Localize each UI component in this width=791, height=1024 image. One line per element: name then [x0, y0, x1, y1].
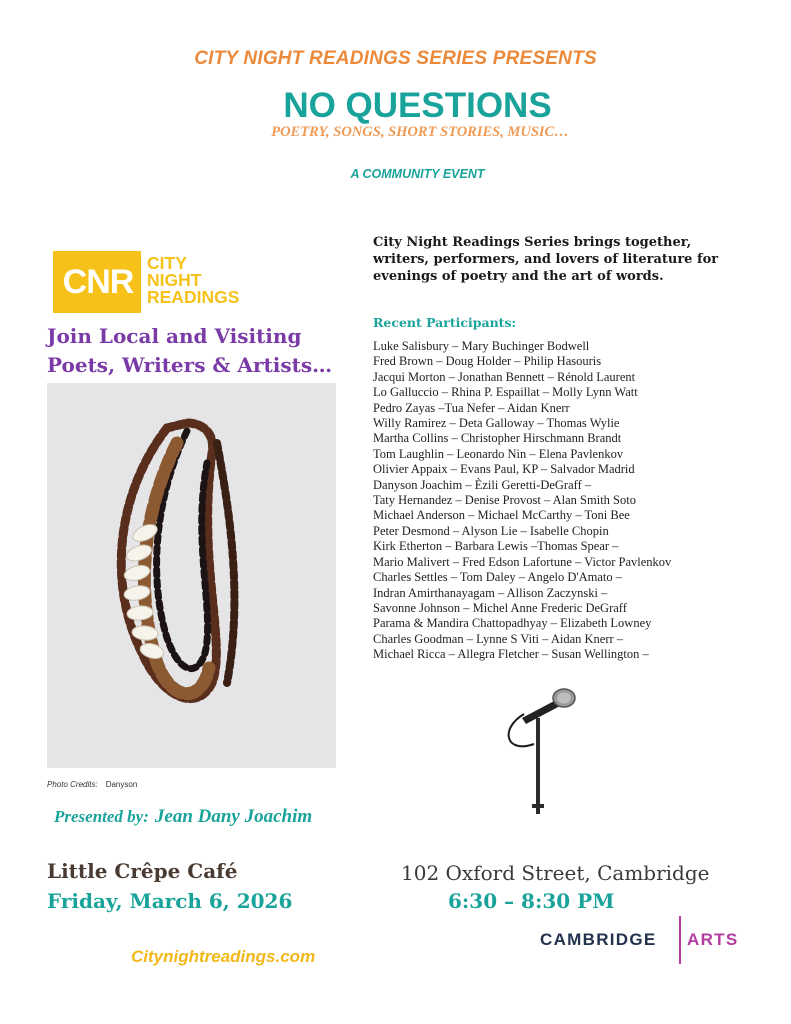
community-event-label: A COMMUNITY EVENT — [350, 167, 485, 181]
participant-line: Jacqui Morton – Jonathan Bennett – Rénold Laurent — [373, 369, 636, 384]
presented-by — [54, 806, 312, 828]
recent-participants-label: Recent Participants: — [373, 315, 517, 330]
photo-credit-name: Danyson — [105, 780, 138, 789]
participant-line: Charles Settles – Tom Daley – Angelo D'Amato – — [373, 570, 623, 585]
photo-credit — [47, 780, 137, 789]
cnr-logo-wordmark — [147, 255, 239, 306]
cnr-logo — [53, 251, 258, 313]
microphone-illustration — [494, 684, 584, 814]
participant-line: Fred Brown – Doug Holder – Philip Hasouris — [373, 354, 602, 369]
participant-line: Tom Laughlin – Leonardo Nin – Elena Pavlenkov — [373, 446, 624, 461]
participant-line: Indran Amirthanayagam – Allison Zaczynski – — [373, 585, 608, 600]
cnr-logo-word-night: NIGHT — [147, 270, 202, 290]
participant-line: Kirk Etherton – Barbara Lewis –Thomas Spear – — [373, 539, 619, 554]
participants-list — [373, 339, 773, 663]
cambridge-arts-logo-divider — [679, 916, 681, 964]
participant-line: Peter Desmond – Alyson Lie – Isabelle Chopin — [373, 523, 609, 538]
series-intro: City Night Readings Series brings together, writers, performers, and lovers of literature for evenings of poetry and the art of words. — [373, 235, 719, 284]
join-line-2: Poets, Writers & Artists… — [47, 353, 333, 377]
series-presents-heading: CITY NIGHT READINGS SERIES PRESENTS — [194, 48, 597, 69]
join-line-1: Join Local and Visiting — [47, 324, 302, 348]
cambridge-arts-logo-left: CAMBRIDGE — [540, 930, 657, 949]
join-headline — [47, 322, 347, 380]
participant-line: Michael Ricca – Allegra Fletcher – Susan Wellington – — [373, 647, 649, 662]
participant-line: Luke Salisbury – Mary Buchinger Bodwell — [373, 339, 590, 353]
venue-address: 102 Oxford Street, Cambridge — [401, 861, 710, 885]
participant-line: Martha Collins – Christopher Hirschmann Brandt — [373, 431, 622, 446]
presented-by-label: Presented by: — [54, 807, 149, 826]
participant-line: Savonne Johnson – Michel Anne Frederic DeGraff — [373, 600, 627, 615]
microphone-icon — [494, 684, 584, 814]
presenter-name: Jean Dany Joachim — [154, 806, 313, 827]
participant-line: Olivier Appaix – Evans Paul, KP – Salvador Madrid — [373, 462, 635, 477]
cambridge-arts-logo-right: ARTS — [687, 930, 739, 949]
participant-line: Mario Malivert – Fred Edson Lafortune – Victor Pavlenkov — [373, 554, 672, 569]
participant-line: Taty Hernandez – Denise Provost – Alan Smith Soto — [373, 493, 636, 508]
cnr-logo-word-readings: READINGS — [147, 287, 240, 307]
photo-credit-label: Photo Credits: — [47, 780, 98, 789]
event-subtitle: POETRY, SONGS, SHORT STORIES, MUSIC… — [271, 124, 569, 140]
participant-line: Parama & Mandira Chattopadhyay – Elizabeth Lowney — [373, 616, 652, 631]
venue-name: Little Crêpe Café — [47, 859, 238, 883]
participant-line: Lo Galluccio – Rhina P. Espaillat – Molly Lynn Watt — [373, 385, 638, 400]
event-time: 6:30 – 8:30 PM — [448, 889, 615, 913]
website-link[interactable]: Citynightreadings.com — [131, 947, 316, 966]
necklace-photo — [47, 383, 336, 768]
event-date: Friday, March 6, 2026 — [47, 889, 293, 913]
cambridge-arts-logo — [540, 916, 750, 964]
cnr-logo-letters: CNR — [62, 263, 134, 301]
necklace-illustration — [47, 383, 336, 768]
event-title: NO QUESTIONS — [283, 86, 552, 125]
participant-line: Willy Ramirez – Deta Galloway – Thomas Wylie — [373, 416, 620, 431]
participant-line: Danyson Joachim – Èzili Geretti-DeGraff – — [373, 477, 592, 492]
cnr-logo-word-city: CITY — [147, 253, 187, 273]
participant-line: Charles Goodman – Lynne S Viti – Aidan Knerr – — [373, 631, 624, 646]
participant-line: Pedro Zayas –Tua Nefer – Aidan Knerr — [373, 400, 570, 415]
participant-line: Michael Anderson – Michael McCarthy – Toni Bee — [373, 508, 630, 523]
